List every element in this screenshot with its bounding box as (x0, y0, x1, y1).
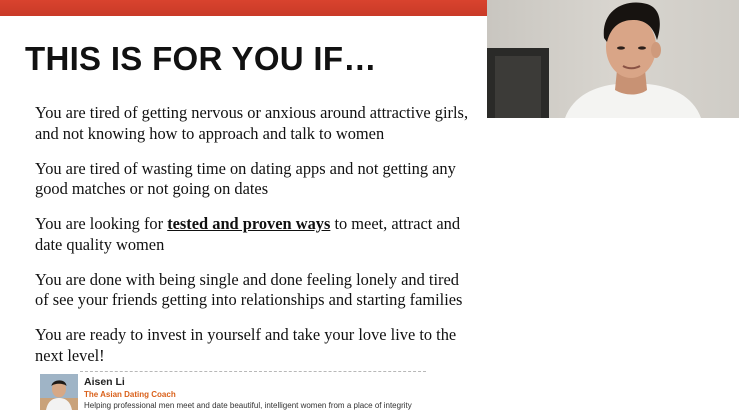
bullet-item: You are done with being single and done feeling lonely and tired of see your friends getting into relationships and starting families (35, 269, 463, 309)
presenter-avatar (40, 374, 78, 410)
bullet-emphasis: tested and proven ways (167, 214, 331, 233)
slide-title: THIS IS FOR YOU IF… (25, 40, 377, 77)
presenter-role: The Asian Dating Coach (84, 390, 176, 399)
presenter-tagline: Helping professional men meet and date beautiful, intelligent women from a place of integrity (84, 401, 412, 410)
avatar-icon (40, 374, 78, 410)
bullet-text-after: to meet, attract and date quality women (35, 214, 461, 254)
bullet-item: You are tired of getting nervous or anxious around attractive girls, and not knowing how to approach and talk to women (35, 103, 469, 143)
footer-divider (80, 371, 426, 372)
background-frame (487, 48, 549, 118)
bullet-list (35, 103, 475, 381)
bullet-item: You are ready to invest in yourself and take your love live to the next level! (35, 325, 457, 365)
presenter-name: Aisen Li (84, 376, 125, 388)
bullet-text-before: You are looking for (35, 214, 168, 233)
bullet-item: You are tired of wasting time on dating apps and not getting any good matches or not going on dates (35, 158, 456, 198)
webcam-overlay (487, 0, 739, 118)
presenter-video-icon (555, 0, 705, 118)
bullet-item (35, 214, 475, 255)
